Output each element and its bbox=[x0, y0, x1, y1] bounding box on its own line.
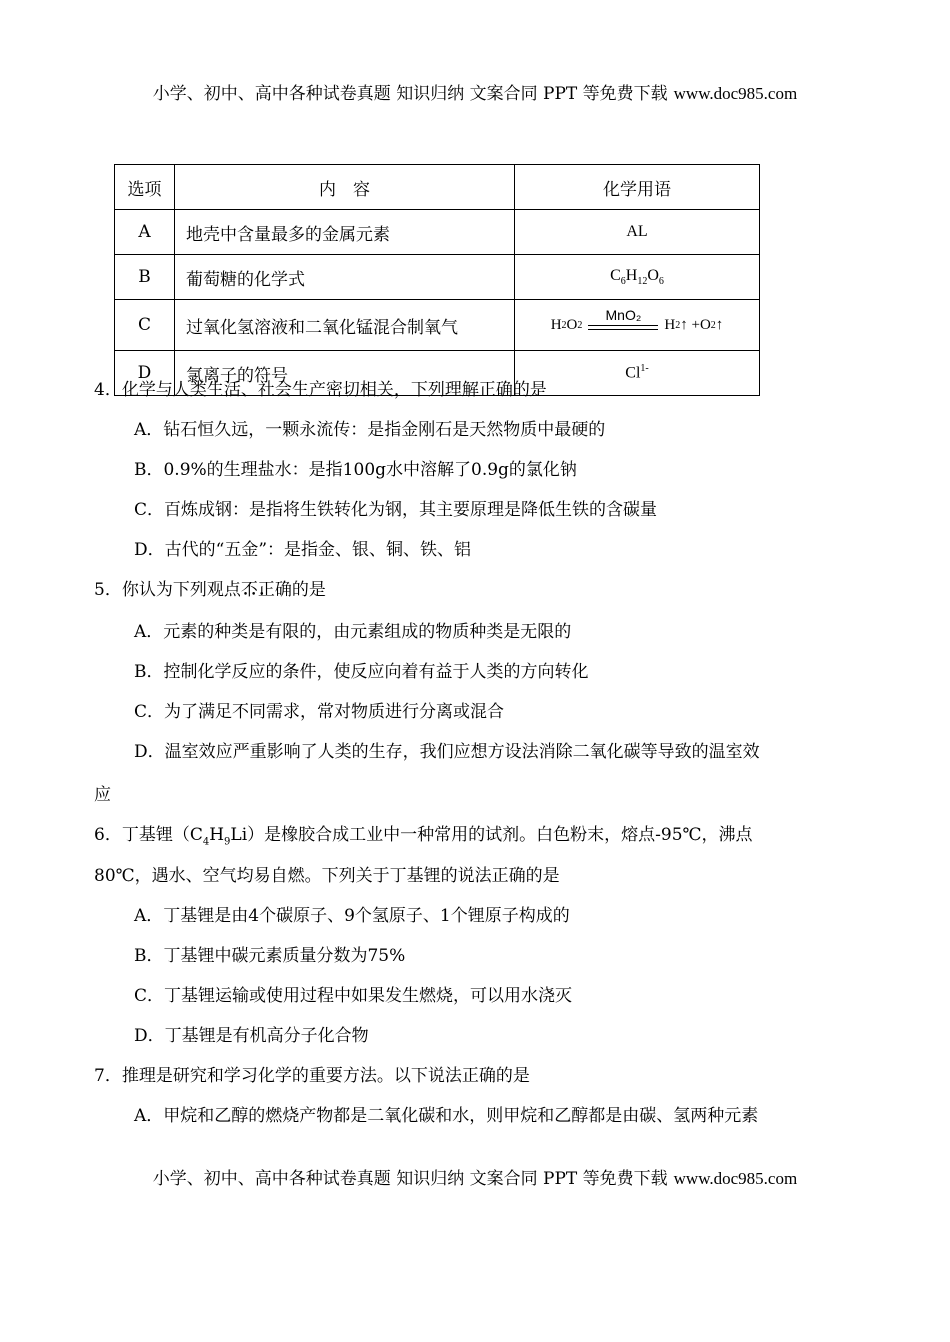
question-5-option-d-cont: 应 bbox=[94, 785, 111, 805]
row-option: D bbox=[115, 351, 175, 396]
table-row bbox=[115, 300, 760, 351]
row-content: 地壳中含量最多的金属元素 bbox=[175, 210, 515, 255]
page-header bbox=[0, 79, 950, 104]
question-6-option-b: B．丁基锂中碳元素质量分数为75% bbox=[134, 946, 406, 966]
question-6-stem: 6．丁基锂$(C_4H_9Li)$是橡胶合成工业中一种常用的试剂。白色粉末，熔点-95℃，沸点 bbox=[94, 825, 753, 848]
question-4-option-a: A．钻石恒久远，一颗永流传：是指金刚石是天然物质中最硬的 bbox=[134, 420, 606, 440]
gas-arrow-icon: ↑ bbox=[680, 316, 688, 333]
row-term-equation bbox=[515, 300, 760, 351]
emphasis-not-correct: 不正确 • • • bbox=[241, 575, 292, 600]
header-text: 小学、初中、高中各种试卷真题 知识归纳 文案合同 PPT 等免费下载 bbox=[152, 84, 668, 104]
row-content: 过氧化氢溶液和二氧化锰混合制氧气 bbox=[175, 300, 515, 351]
row-term-ion: $Cl^{1-}$ bbox=[515, 351, 760, 396]
header-option: 选项 bbox=[115, 165, 175, 210]
question-5-stem: 5．你认为下列观点不正确 • • •的是 bbox=[94, 575, 326, 600]
header-content: 内 容 bbox=[175, 165, 515, 210]
question-7-stem: 7．推理是研究和学习化学的重要方法。以下说法正确的是 bbox=[94, 1066, 530, 1086]
gas-arrow-icon: ↑ bbox=[715, 316, 724, 333]
row-term-formula: $C_6H_{12}O_6$ bbox=[515, 255, 760, 300]
row-content: 葡萄糖的化学式 bbox=[175, 255, 515, 300]
table-row bbox=[115, 255, 760, 300]
question-4-option-b: B．0.9%的生理盐水：是指100g水中溶解了0.9g的氯化钠 bbox=[134, 460, 577, 480]
header-site-link[interactable]: www.doc985.com bbox=[673, 84, 798, 103]
question-7-option-a: A．甲烷和乙醇的燃烧产物都是二氧化碳和水，则甲烷和乙醇都是由碳、氢两种元素 bbox=[134, 1106, 759, 1126]
question-6-option-c: C．丁基锂运输或使用过程中如果发生燃烧，可以用水浇灭 bbox=[134, 986, 573, 1006]
row-term: AL bbox=[515, 210, 760, 255]
question-5-option-a: A．元素的种类是有限的，由元素组成的物质种类是无限的 bbox=[134, 622, 572, 642]
reaction-condition: MnO₂ bbox=[588, 307, 658, 330]
answer-table bbox=[114, 164, 760, 396]
header-term: 化学用语 bbox=[515, 165, 760, 210]
page-footer bbox=[0, 1164, 950, 1189]
question-6-option-d: D．丁基锂是有机高分子化合物 bbox=[134, 1026, 369, 1046]
row-option: C bbox=[115, 300, 175, 351]
table-row bbox=[115, 210, 760, 255]
row-option: B bbox=[115, 255, 175, 300]
footer-site-link[interactable]: www.doc985.com bbox=[673, 1169, 798, 1188]
footer-text: 小学、初中、高中各种试卷真题 知识归纳 文案合同 PPT 等免费下载 bbox=[152, 1169, 668, 1189]
question-4-stem: 4．化学与人类生活、社会生产密切相关，下列理解正确的是 bbox=[94, 380, 547, 400]
question-6-stem-cont: 80℃，遇水、空气均易自燃。下列关于丁基锂的说法正确的是 bbox=[94, 866, 560, 886]
question-4-option-c: C．百炼成钢：是指将生铁转化为钢，其主要原理是降低生铁的含碳量 bbox=[134, 500, 658, 520]
question-6-option-a: A．丁基锂是由4个碳原子、9个氢原子、1个锂原子构成的 bbox=[134, 906, 570, 926]
question-5-option-c: C．为了满足不同需求，常对物质进行分离或混合 bbox=[134, 702, 505, 722]
row-option: A bbox=[115, 210, 175, 255]
question-4-option-d: D．古代的“五金”：是指金、银、铜、铁、铝 bbox=[134, 540, 472, 560]
question-5-option-b: B．控制化学反应的条件，使反应向着有益于人类的方向转化 bbox=[134, 662, 589, 682]
chemical-equation: H 2 O 2 MnO₂ H 2 ↑ +O 2 ↑ bbox=[550, 306, 724, 333]
question-5-option-d: D．温室效应严重影响了人类的生存，我们应想方设法消除二氧化碳等导致的温室效 bbox=[134, 742, 760, 762]
table-header-row bbox=[115, 165, 760, 210]
row-content: 氯离子的符号 bbox=[175, 351, 515, 396]
